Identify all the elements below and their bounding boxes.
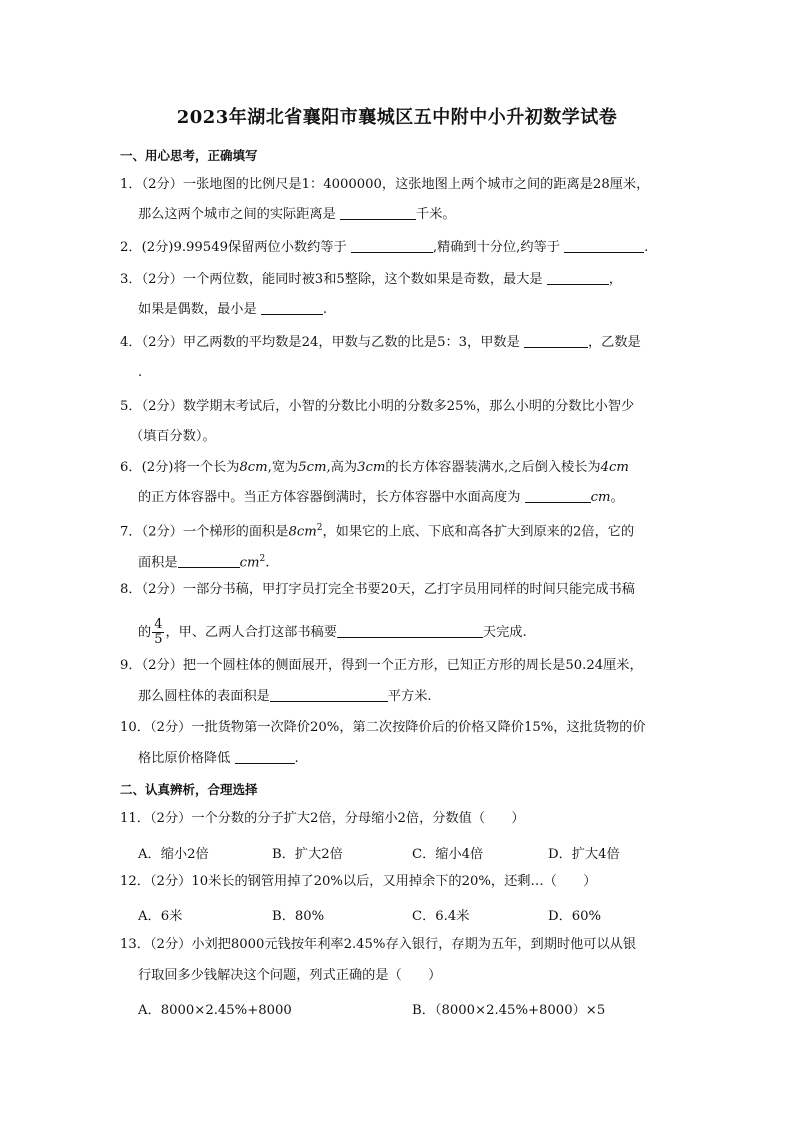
question-11-option-b[interactable]: B．扩大2倍 bbox=[272, 847, 343, 862]
question-9-text-b: 平方米. bbox=[387, 689, 432, 704]
question-11-option-d[interactable]: D．扩大4倍 bbox=[548, 847, 620, 862]
fraction bbox=[152, 618, 164, 647]
answer-blank[interactable] bbox=[524, 333, 588, 348]
question-13-option-a[interactable]: A．8000×2.45%+8000 bbox=[138, 1003, 292, 1018]
question-4-line-2: . bbox=[138, 365, 143, 380]
question-7-text-a: 7．（2分）一个梯形的面积是 bbox=[120, 524, 289, 540]
answer-blank[interactable] bbox=[351, 238, 433, 253]
section-heading-1: 一、用心思考，正确填写 bbox=[120, 148, 258, 163]
answer-blank[interactable] bbox=[564, 238, 644, 253]
question-7-punct: . bbox=[265, 555, 270, 571]
question-3-punct: ， bbox=[608, 272, 622, 287]
question-6-text-b: ,宽为 bbox=[267, 460, 299, 475]
question-12-option-b[interactable]: B．80% bbox=[272, 909, 325, 924]
question-6-line-2 bbox=[138, 488, 624, 508]
question-12-stem: 12．（2分）10米长的钢管用掉了20%以后，又用掉余下的20%，还剩…（ ） bbox=[120, 874, 597, 889]
question-6-unit: 8cm bbox=[239, 460, 268, 475]
question-11-option-a[interactable]: A．缩小2倍 bbox=[138, 847, 209, 862]
question-3-line-2 bbox=[138, 300, 327, 320]
question-12-option-d[interactable]: D．60% bbox=[548, 909, 602, 924]
answer-blank[interactable] bbox=[178, 553, 240, 568]
question-3-punct-2: . bbox=[322, 302, 328, 317]
section-heading-2: 二、认真辨析，合理选择 bbox=[120, 782, 258, 797]
question-4-text-b: ，乙数是 bbox=[588, 335, 641, 350]
question-7-line-1 bbox=[120, 518, 634, 542]
answer-blank[interactable] bbox=[547, 270, 609, 285]
question-4-line-1 bbox=[120, 333, 641, 353]
question-11-stem: 11．（2分）一个分数的分子扩大2倍，分母缩小2倍，分数值（ ） bbox=[120, 811, 525, 826]
answer-blank[interactable] bbox=[261, 300, 323, 315]
page-title: 2023年湖北省襄阳市襄城区五中附中小升初数学试卷 bbox=[176, 107, 618, 128]
question-7-text-b: ，如果它的上底、下底和高各扩大到原来的2倍，它的 bbox=[322, 524, 635, 540]
question-8-text-b: ，甲、乙两人合打这部书稿要 bbox=[165, 625, 337, 640]
question-13-line-1: 13．（2分）小刘把8000元钱按年利率2.45%存入银行，存期为五年，到期时他可以从银 bbox=[120, 937, 637, 952]
question-1-line-2 bbox=[138, 205, 456, 225]
question-6-text-d: 的长方体容器装满水,之后倒入棱长为 bbox=[385, 460, 601, 475]
question-5-line-2: （填百分数）。 bbox=[130, 429, 216, 444]
question-7-exponent: 2 bbox=[316, 523, 323, 533]
question-6-unit: 4cm bbox=[600, 460, 629, 475]
question-12-option-c[interactable]: C．6.4米 bbox=[412, 909, 470, 924]
question-3-line-1 bbox=[120, 270, 622, 290]
question-10-line-2 bbox=[138, 749, 299, 769]
question-6-text-c: ,高为 bbox=[326, 460, 358, 475]
question-3-text: 3．（2分）一个两位数，能同时被3和5整除，这个数如果是奇数，最大是 bbox=[120, 272, 547, 287]
question-7-line-2 bbox=[138, 549, 269, 573]
question-7-exponent: 2 bbox=[259, 554, 266, 564]
fraction-numerator: 4 bbox=[154, 617, 163, 632]
question-8-text-a: 的 bbox=[138, 625, 152, 640]
question-4-text: 4．（2分）甲乙两数的平均数是24，甲数与乙数的比是5：3，甲数是 bbox=[120, 335, 524, 350]
question-9-text-a: 那么圆柱体的表面积是 bbox=[138, 689, 270, 704]
question-9-line-2 bbox=[138, 687, 432, 707]
question-7-text-c: 面积是 bbox=[138, 555, 178, 571]
question-10-line-1: 10．（2分）一批货物第一次降价20%，第二次按降价后的价格又降价15%，这批货物的价 bbox=[120, 720, 646, 735]
question-2-text-b: ,精确到十分位,约等于 bbox=[432, 240, 565, 255]
answer-blank[interactable] bbox=[525, 488, 591, 503]
question-6-unit: 5cm bbox=[298, 460, 327, 475]
question-1-unit: 千米。 bbox=[416, 207, 456, 222]
question-11-option-c[interactable]: C．缩小4倍 bbox=[412, 847, 484, 862]
question-6-text-e: 的正方体容器中。当正方体容器倒满时，长方体容器中水面高度为 bbox=[138, 490, 525, 505]
question-13-option-b[interactable]: B．（8000×2.45%+8000）×5 bbox=[412, 1003, 606, 1018]
question-1-line-1: 1．（2分）一张地图的比例尺是1：4000000，这张地图上两个城市之间的距离是28厘米， bbox=[120, 177, 650, 192]
answer-blank[interactable] bbox=[235, 749, 295, 764]
question-2-text-a: 2．(2分)9.99549保留两位小数约等于 bbox=[120, 240, 351, 255]
question-6-text-a: 6．(2分)将一个长为 bbox=[120, 460, 240, 475]
question-7-unit: cm bbox=[239, 555, 260, 571]
question-5-line-1: 5．（2分）数学期末考试后，小智的分数比小明的分数多25%，那么小明的分数比小智少 bbox=[120, 399, 635, 414]
question-12-option-a[interactable]: A．6米 bbox=[138, 909, 183, 924]
question-7-unit: 8cm bbox=[288, 524, 317, 540]
question-2-text-c: . bbox=[644, 240, 649, 255]
answer-blank[interactable] bbox=[337, 623, 483, 638]
question-9-line-1: 9．（2分）把一个圆柱体的侧面展开，得到一个正方形，已知正方形的周长是50.24厘米， bbox=[120, 658, 643, 673]
question-6-unit: cm bbox=[590, 490, 611, 505]
question-3-text-2: 如果是偶数，最小是 bbox=[138, 302, 261, 317]
question-13-line-2: 行取回多少钱解决这个问题，列式正确的是（ ） bbox=[138, 968, 442, 983]
question-6-unit: 3cm bbox=[357, 460, 386, 475]
question-6-line-1 bbox=[120, 458, 629, 478]
question-8-line-1: 8．（2分）一部分书稿，甲打字员打完全书要20天，乙打字员用同样的时间只能完成书稿 bbox=[120, 582, 635, 597]
fraction-denominator: 5 bbox=[154, 632, 163, 647]
question-1-text: 那么这两个城市之间的实际距离是 bbox=[138, 207, 341, 222]
question-8-text-c: 天完成. bbox=[482, 625, 527, 640]
question-2 bbox=[120, 238, 648, 258]
answer-blank[interactable] bbox=[340, 205, 416, 220]
question-10-punct: . bbox=[294, 751, 299, 766]
question-10-text-a: 格比原价格降低 bbox=[138, 751, 235, 766]
answer-blank[interactable] bbox=[270, 687, 388, 702]
question-8-line-2 bbox=[138, 618, 527, 647]
question-6-punct: 。 bbox=[610, 490, 624, 505]
